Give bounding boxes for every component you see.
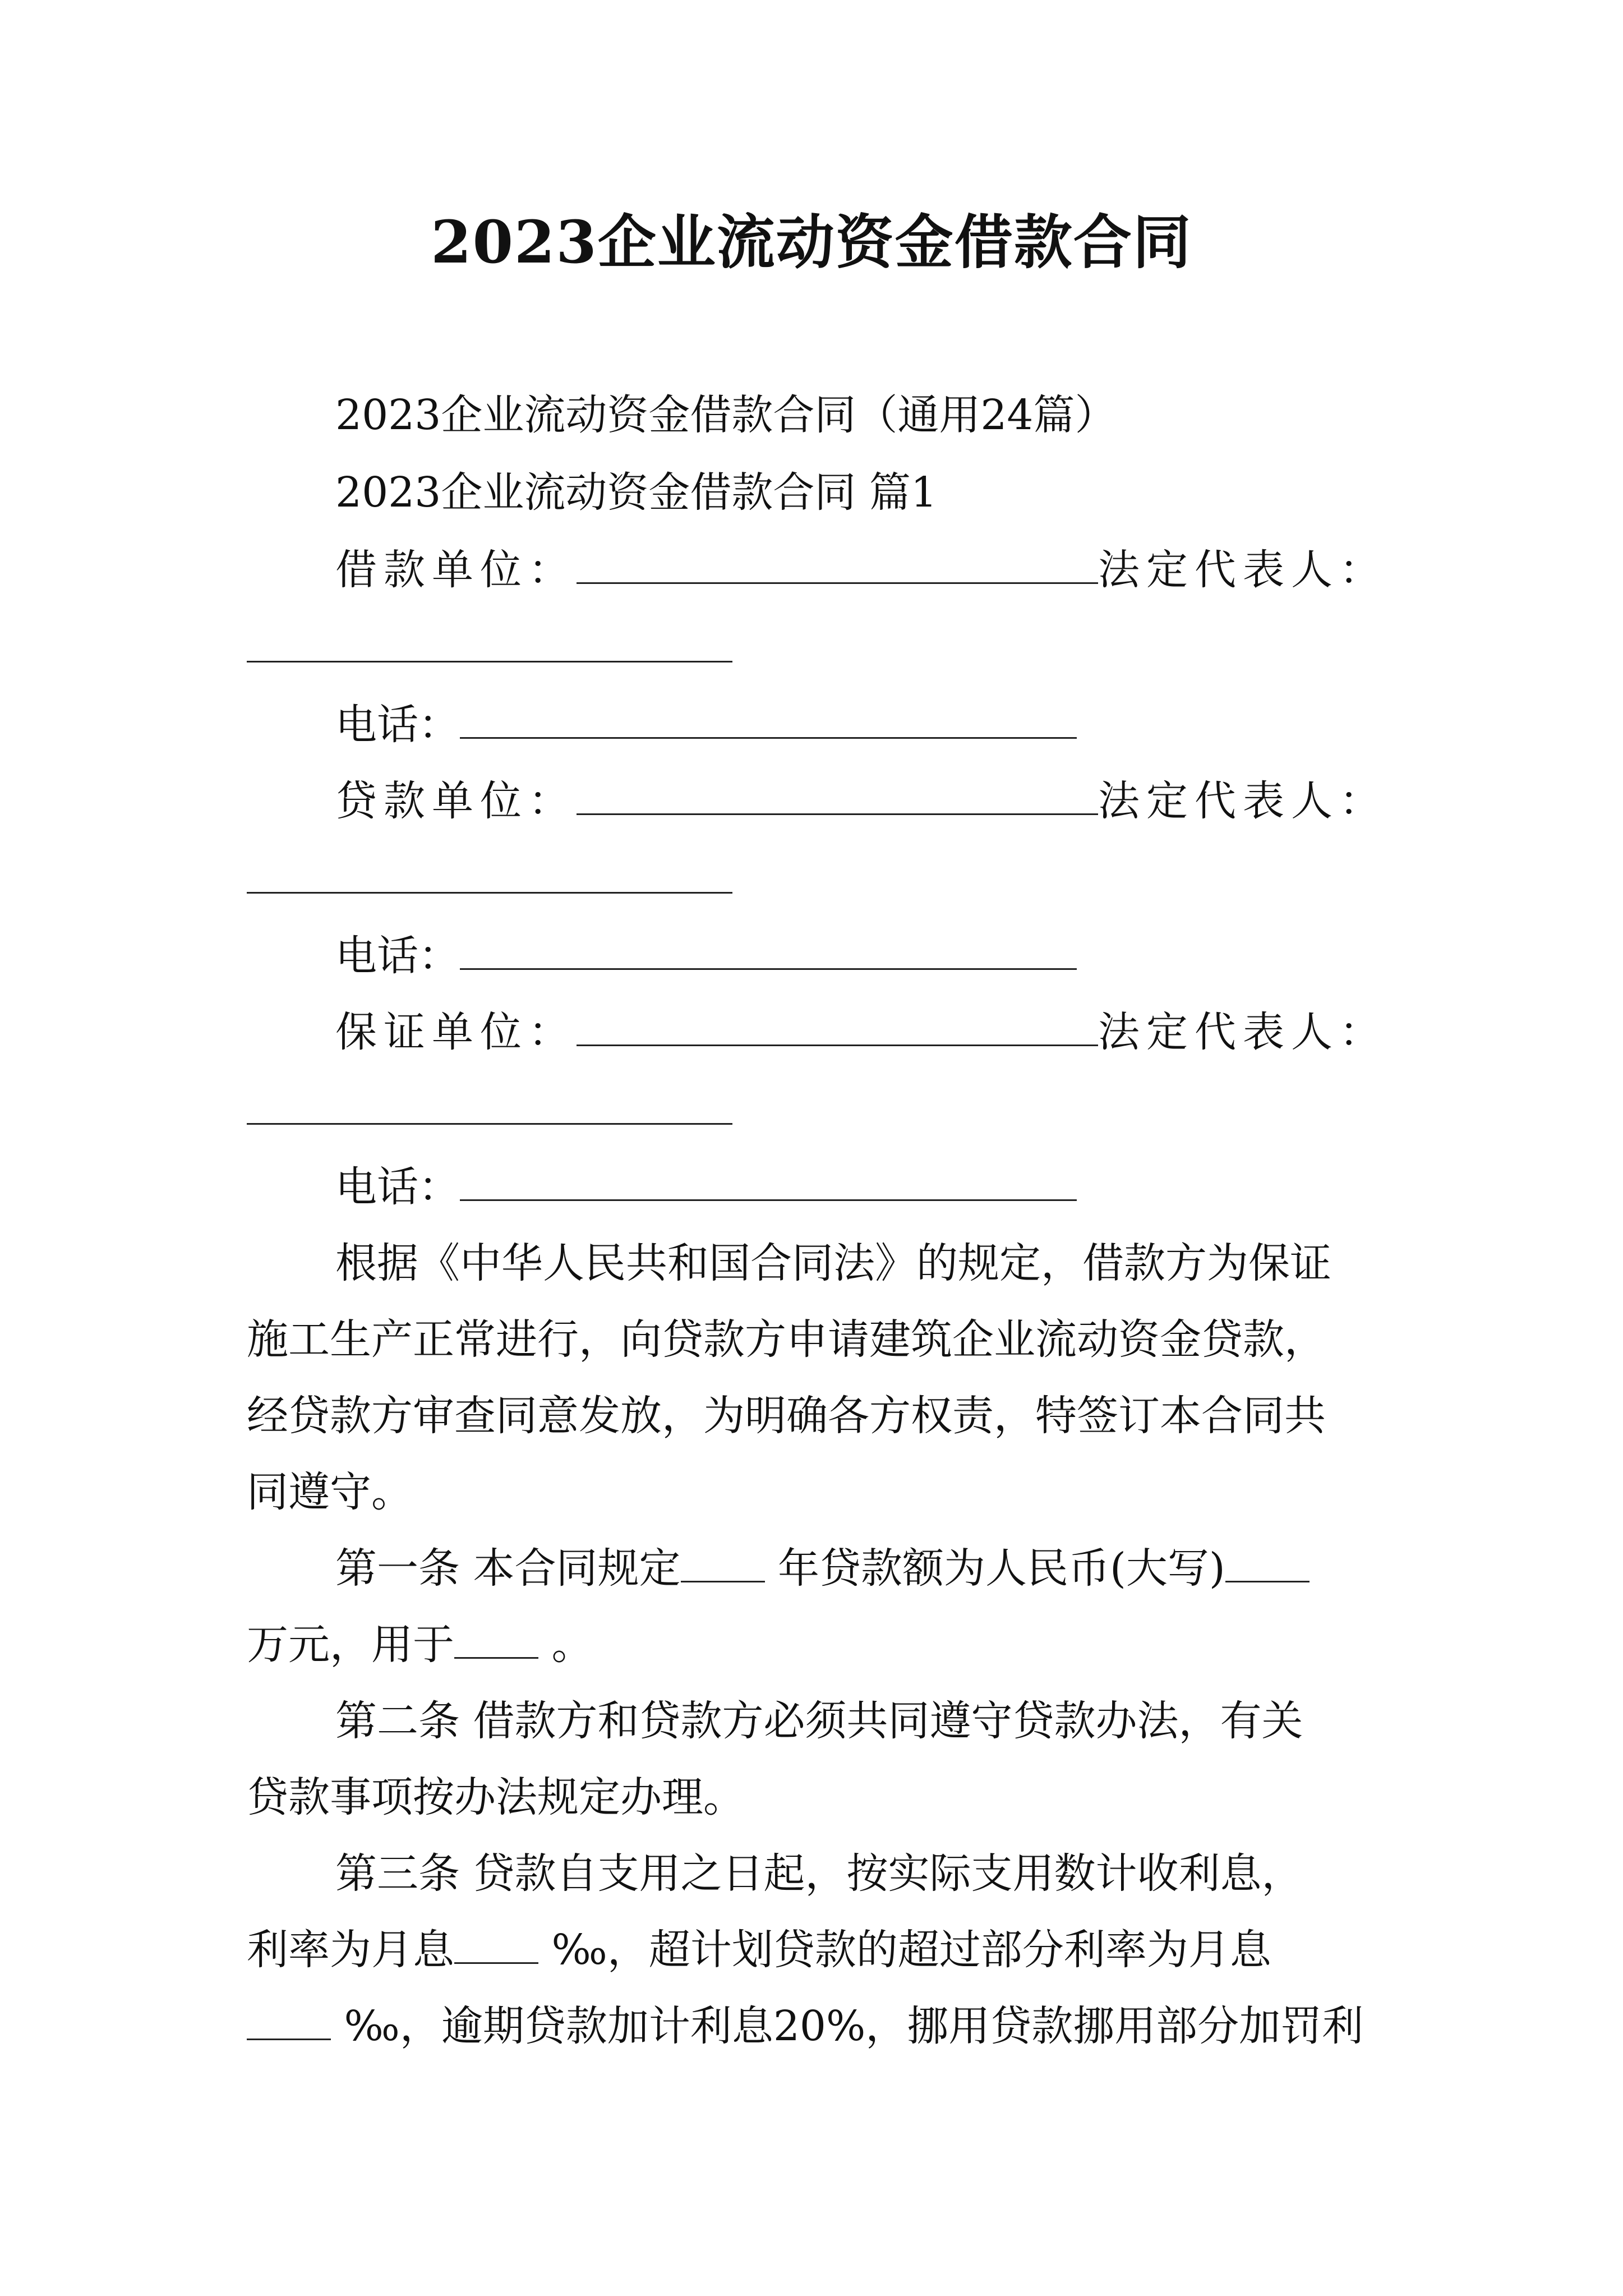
guarantor-label: 保证单位： xyxy=(335,1008,577,1056)
intro-line-2: 施工生产正常进行，向贷款方申请建筑企业流动资金贷款， xyxy=(247,1315,1326,1364)
article-3-line-1: 第三条 贷款自支用之日起，按实际支用数计收利息， xyxy=(335,1849,1303,1898)
article-3-line-3 xyxy=(247,1998,1363,2054)
lender-row xyxy=(335,773,1387,829)
guarantor-legal-rep-blank[interactable] xyxy=(247,1123,732,1125)
borrower-blank[interactable] xyxy=(577,542,1098,584)
lender-phone-label: 电话： xyxy=(335,932,460,980)
lender-label: 贷款单位： xyxy=(335,777,577,825)
article-1-amount-blank[interactable] xyxy=(1225,1542,1310,1582)
lender-legal-rep-label: 法定代表人： xyxy=(1098,777,1387,825)
article-3-text-c: ‰，逾期贷款加计利息20%，挪用贷款挪用部分加罚利 xyxy=(331,2002,1364,2050)
article-3-overplan-rate-blank[interactable] xyxy=(247,1999,331,2040)
borrower-phone-row xyxy=(335,697,1077,753)
intro-line-1: 根据《中华人民共和国合同法》的规定，借款方为保证 xyxy=(335,1239,1331,1287)
lender-phone-row xyxy=(335,928,1077,984)
article-1-line-2 xyxy=(247,1617,593,1673)
intro-line-4: 同遵守。 xyxy=(247,1468,413,1516)
article-1-text-b: 年贷款额为人民币(大写) xyxy=(764,1544,1225,1593)
lender-phone-blank[interactable] xyxy=(460,928,1077,970)
article-1-purpose-blank[interactable] xyxy=(454,1618,538,1659)
article-3-line-2 xyxy=(247,1922,1271,1978)
article-1-year-blank[interactable] xyxy=(681,1542,765,1582)
article-3-text-a: 利率为月息 xyxy=(247,1926,454,1974)
article-3-text-b: ‰，超计划贷款的超过部分利率为月息 xyxy=(538,1926,1271,1974)
guarantor-blank[interactable] xyxy=(577,1004,1098,1046)
article-1-text-a: 第一条 本合同规定 xyxy=(335,1544,681,1593)
article-2-line-1: 第二条 借款方和贷款方必须共同遵守贷款办法，有关 xyxy=(335,1697,1303,1745)
lender-blank[interactable] xyxy=(577,773,1098,815)
lender-legal-rep-blank[interactable] xyxy=(247,892,732,894)
borrower-phone-label: 电话： xyxy=(335,701,460,749)
article-2-line-2: 贷款事项按办法规定办理。 xyxy=(247,1773,745,1821)
borrower-phone-blank[interactable] xyxy=(460,697,1077,739)
borrower-row xyxy=(335,542,1387,598)
intro-line-3: 经贷款方审查同意发放，为明确各方权责，特签订本合同共 xyxy=(247,1392,1326,1440)
guarantor-phone-label: 电话： xyxy=(335,1163,460,1211)
article-1-line-1 xyxy=(335,1540,1310,1596)
borrower-label: 借款单位： xyxy=(335,546,577,594)
borrower-legal-rep-blank[interactable] xyxy=(247,661,732,662)
article-1-text-c: 万元，用于 xyxy=(247,1621,454,1669)
guarantor-phone-blank[interactable] xyxy=(460,1159,1077,1201)
article-1-text-d: 。 xyxy=(538,1621,593,1669)
guarantor-row xyxy=(335,1004,1387,1060)
guarantor-legal-rep-label: 法定代表人： xyxy=(1098,1008,1387,1056)
document-subtitle: 2023企业流动资金借款合同（通用24篇） xyxy=(335,391,1117,439)
section-heading: 2023企业流动资金借款合同 篇1 xyxy=(335,468,937,517)
guarantor-phone-row xyxy=(335,1159,1077,1215)
borrower-legal-rep-label: 法定代表人： xyxy=(1098,546,1387,594)
article-3-rate-blank[interactable] xyxy=(454,1923,538,1964)
document-title: 2023企业流动资金借款合同 xyxy=(431,208,1192,277)
